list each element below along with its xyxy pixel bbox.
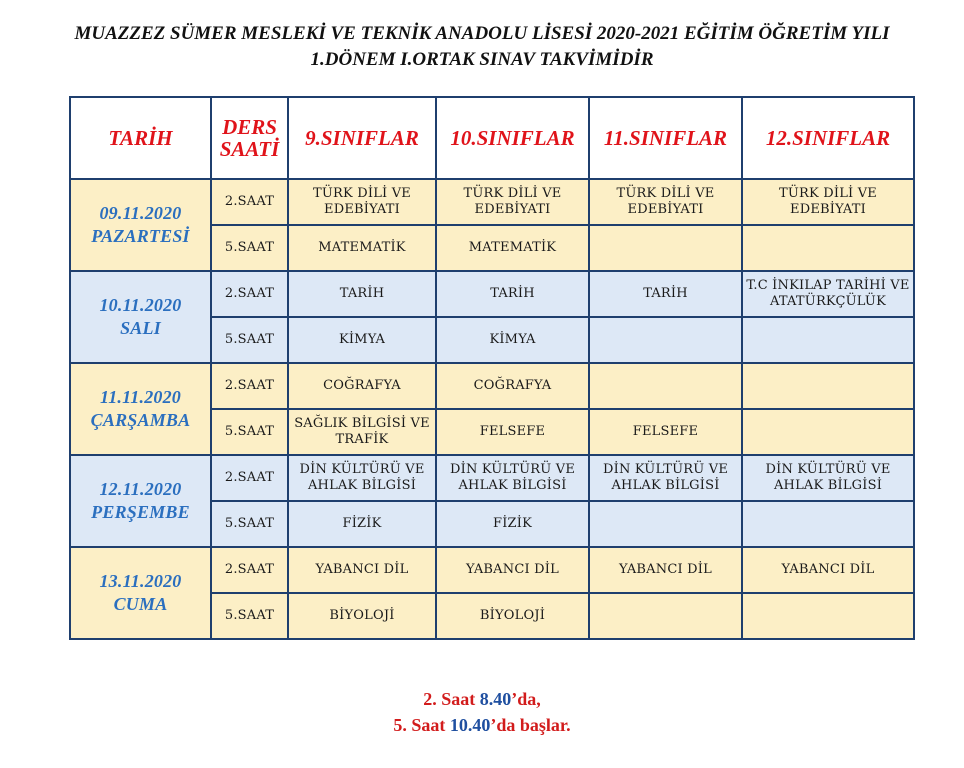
grade-9-exam: TARİH [288, 271, 436, 317]
exam-date: 13.11.2020 [99, 571, 182, 591]
grade-10-exam: TÜRK DİLİ VE EDEBİYATI [436, 179, 589, 225]
grade-9-exam: TÜRK DİLİ VE EDEBİYATI [288, 179, 436, 225]
footer-line1-time: 8.40 [479, 689, 512, 709]
exam-date: 11.11.2020 [99, 387, 181, 407]
header-grade-9: 9.SINIFLAR [288, 97, 436, 179]
grade-9-exam: YABANCI DİL [288, 547, 436, 593]
header-grade-12: 12.SINIFLAR [742, 97, 914, 179]
exam-day: PAZARTESİ [91, 226, 190, 246]
header-date: TARİH [70, 97, 211, 179]
grade-10-exam: KİMYA [436, 317, 589, 363]
grade-11-exam [589, 593, 742, 639]
header-hour-line2: SAATİ [219, 137, 280, 161]
exam-day: ÇARŞAMBA [90, 410, 191, 430]
date-cell [70, 179, 211, 271]
grade-11-exam: FELSEFE [589, 409, 742, 455]
footer-line1-suffix: ’da, [511, 689, 541, 709]
grade-9-exam: COĞRAFYA [288, 363, 436, 409]
grade-12-exam [742, 501, 914, 547]
hour-cell: 5.SAAT [211, 409, 288, 455]
header-hour [211, 97, 288, 179]
exam-day: PERŞEMBE [91, 502, 190, 522]
table-row [70, 455, 914, 501]
table-header-row [70, 97, 914, 179]
grade-11-exam [589, 363, 742, 409]
table-row [70, 179, 914, 225]
table-row [70, 363, 914, 409]
grade-10-exam: FİZİK [436, 501, 589, 547]
date-cell [70, 547, 211, 639]
grade-12-exam: TÜRK DİLİ VE EDEBİYATI [742, 179, 914, 225]
grade-12-exam [742, 409, 914, 455]
date-cell [70, 363, 211, 455]
exam-day: SALI [120, 318, 161, 338]
footer-note-line2 [0, 713, 964, 737]
table-row [70, 547, 914, 593]
exam-date: 09.11.2020 [99, 203, 182, 223]
footer-line2-suffix: ’da başlar. [490, 715, 571, 735]
grade-12-exam [742, 317, 914, 363]
grade-11-exam [589, 501, 742, 547]
table-row [70, 271, 914, 317]
grade-12-exam [742, 363, 914, 409]
grade-9-exam: BİYOLOJİ [288, 593, 436, 639]
header-grade-11: 11.SINIFLAR [589, 97, 742, 179]
footer-line1-prefix: 2. Saat [423, 689, 480, 709]
grade-10-exam: YABANCI DİL [436, 547, 589, 593]
document-title: MUAZZEZ SÜMER MESLEKİ VE TEKNİK ANADOLU LİSESİ 2020-2021 EĞİTİM ÖĞRETİM YILI [74, 23, 890, 44]
grade-10-exam: COĞRAFYA [436, 363, 589, 409]
exam-schedule-table [69, 96, 915, 640]
grade-12-exam [742, 225, 914, 271]
hour-cell: 2.SAAT [211, 455, 288, 501]
hour-cell: 5.SAAT [211, 593, 288, 639]
grade-9-exam: FİZİK [288, 501, 436, 547]
grade-11-exam [589, 317, 742, 363]
footer-line2-prefix: 5. Saat [393, 715, 450, 735]
footer-note-line1 [0, 687, 964, 711]
grade-11-exam: YABANCI DİL [589, 547, 742, 593]
hour-cell: 2.SAAT [211, 547, 288, 593]
exam-day: CUMA [113, 594, 168, 614]
grade-9-exam: SAĞLIK BİLGİSİ VE TRAFİK [288, 409, 436, 455]
date-cell [70, 271, 211, 363]
grade-9-exam: MATEMATİK [288, 225, 436, 271]
grade-11-exam: TÜRK DİLİ VE EDEBİYATI [589, 179, 742, 225]
exam-date: 12.11.2020 [99, 479, 182, 499]
grade-11-exam [589, 225, 742, 271]
hour-cell: 5.SAAT [211, 225, 288, 271]
date-cell [70, 455, 211, 547]
header-hour-line1: DERS [222, 115, 277, 139]
grade-11-exam: TARİH [589, 271, 742, 317]
hour-cell: 2.SAAT [211, 271, 288, 317]
grade-11-exam: DİN KÜLTÜRÜ VE AHLAK BİLGİSİ [589, 455, 742, 501]
hour-cell: 5.SAAT [211, 317, 288, 363]
grade-9-exam: DİN KÜLTÜRÜ VE AHLAK BİLGİSİ [288, 455, 436, 501]
hour-cell: 2.SAAT [211, 363, 288, 409]
grade-10-exam: DİN KÜLTÜRÜ VE AHLAK BİLGİSİ [436, 455, 589, 501]
grade-12-exam [742, 593, 914, 639]
footer-line2-time: 10.40 [449, 715, 491, 735]
grade-12-exam: T.C İNKILAP TARİHİ VE ATATÜRKÇÜLÜK [742, 271, 914, 317]
grade-10-exam: MATEMATİK [436, 225, 589, 271]
grade-9-exam: KİMYA [288, 317, 436, 363]
grade-10-exam: BİYOLOJİ [436, 593, 589, 639]
grade-12-exam: YABANCI DİL [742, 547, 914, 593]
grade-10-exam: FELSEFE [436, 409, 589, 455]
grade-10-exam: TARİH [436, 271, 589, 317]
grade-12-exam: DİN KÜLTÜRÜ VE AHLAK BİLGİSİ [742, 455, 914, 501]
hour-cell: 2.SAAT [211, 179, 288, 225]
header-grade-10: 10.SINIFLAR [436, 97, 589, 179]
document-subtitle: 1.DÖNEM I.ORTAK SINAV TAKVİMİDİR [310, 49, 654, 70]
exam-date: 10.11.2020 [99, 295, 182, 315]
hour-cell: 5.SAAT [211, 501, 288, 547]
